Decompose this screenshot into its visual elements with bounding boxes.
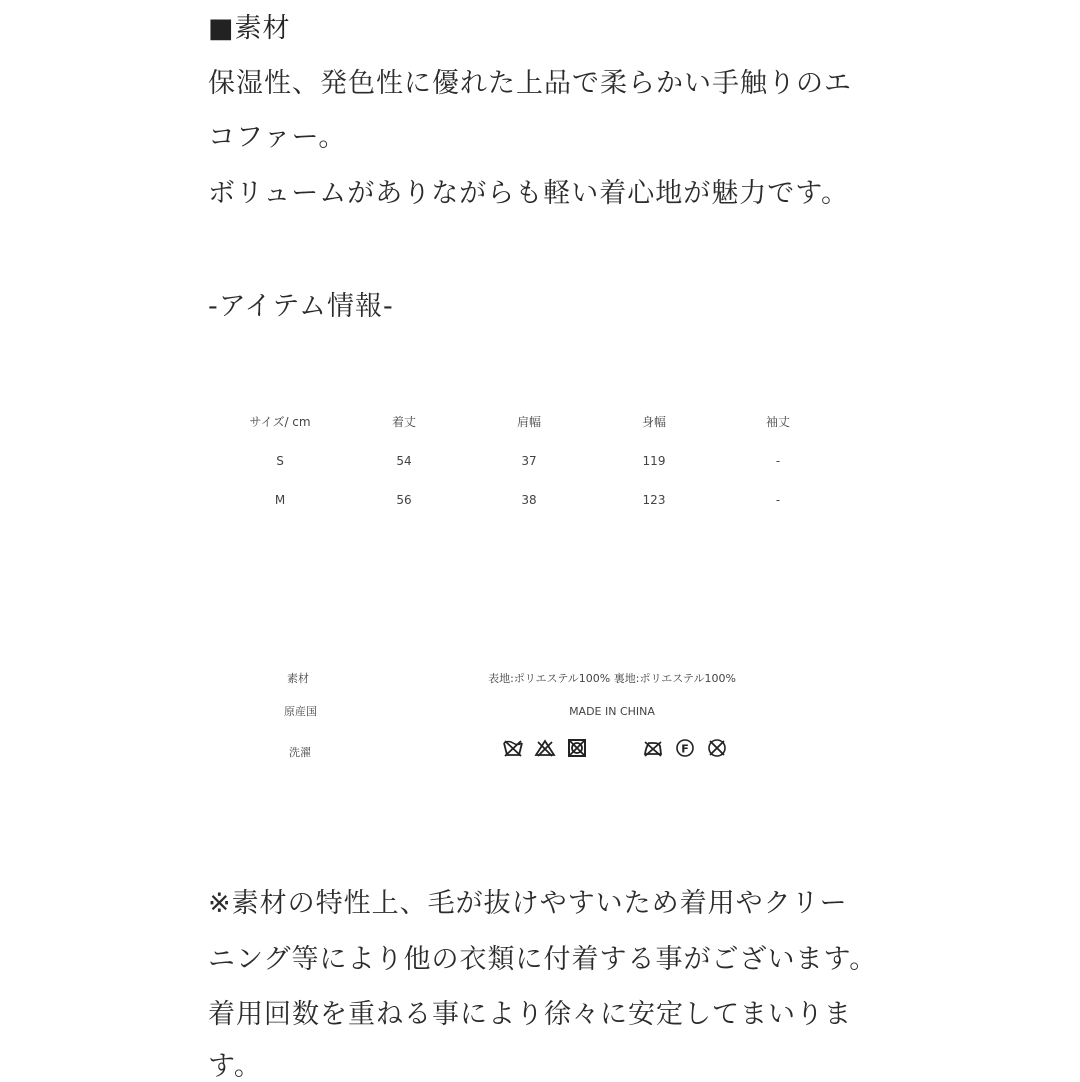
material-heading: ■素材: [208, 13, 291, 44]
spec-care-label: 洗濯: [289, 746, 311, 759]
care-icons-group-2: [642, 738, 728, 758]
size-table-header-sleeve: 袖丈: [765, 415, 791, 429]
notice-line-3: 着用回数を重ねる事により徐々に安定してまいりま: [208, 999, 852, 1030]
spec-material-label: 素材: [287, 672, 309, 685]
size-table-header-size: サイズ/ cm: [249, 415, 311, 429]
care-icons-group-1: [502, 738, 588, 758]
notice-line-4: す。: [208, 1051, 262, 1082]
table-cell: 56: [396, 493, 412, 507]
notice-line-2: ニング等により他の衣類に付着する事がございます。: [208, 944, 878, 975]
spec-origin-value: MADE IN CHINA: [569, 705, 655, 718]
material-description-line-3: ボリュームがありながらも軽い着心地が魅力です。: [208, 178, 850, 209]
no-iron-icon: [642, 738, 664, 758]
svg-text:F: F: [681, 742, 689, 756]
size-table-header-length: 着丈: [391, 415, 417, 429]
size-table-header-chest: 身幅: [641, 415, 667, 429]
spec-origin-label: 原産国: [284, 705, 317, 718]
no-wet-clean-icon: [706, 738, 728, 758]
table-cell: 37: [521, 454, 537, 468]
no-bleach-icon: [534, 738, 556, 758]
no-wash-icon: [502, 738, 524, 758]
dry-clean-f-icon: [674, 738, 696, 758]
table-cell: M: [274, 493, 286, 507]
size-table-header-shoulder: 肩幅: [516, 415, 542, 429]
table-cell: S: [276, 454, 284, 468]
table-cell: 38: [521, 493, 537, 507]
table-cell: -: [775, 493, 781, 507]
material-description-line-1: 保湿性、発色性に優れた上品で柔らかい手触りのエ: [208, 68, 852, 99]
item-info-heading: -アイテム情報-: [208, 291, 394, 322]
table-cell: 123: [642, 493, 666, 507]
table-cell: -: [775, 454, 781, 468]
table-cell: 119: [642, 454, 666, 468]
spec-material-value: 表地:ポリエステル100% 裏地:ポリエステル100%: [488, 672, 736, 685]
notice-line-1: ※素材の特性上、毛が抜けやすいため着用やクリー: [208, 888, 848, 919]
table-cell: 54: [396, 454, 412, 468]
material-description-line-2: コファー。: [208, 122, 347, 153]
no-tumble-dry-icon: [566, 738, 588, 758]
